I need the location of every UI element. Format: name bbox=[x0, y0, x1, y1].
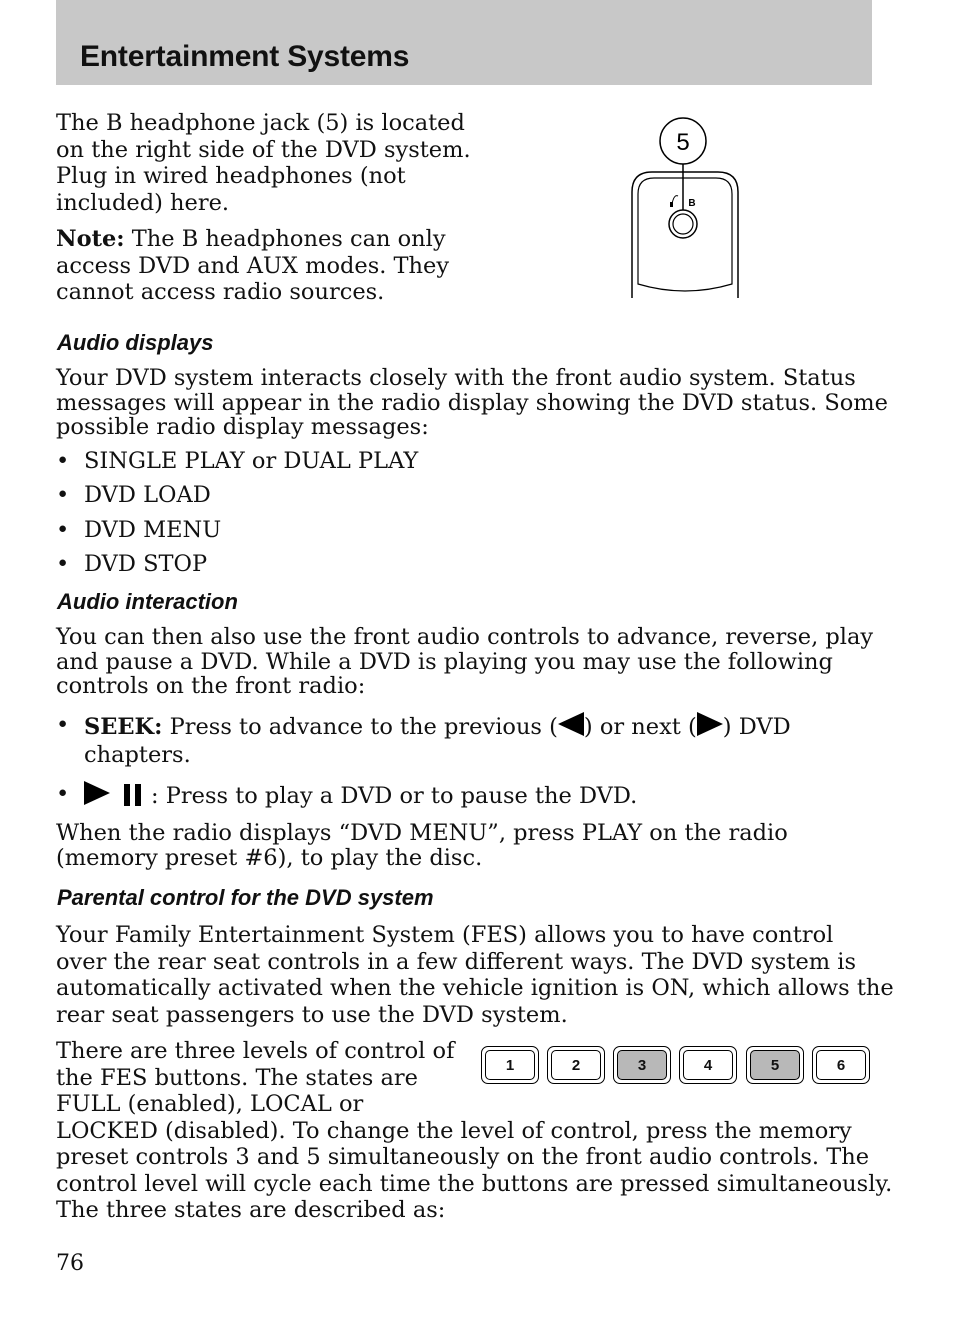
preset-button-6: 6 bbox=[812, 1046, 870, 1084]
section-header-bar bbox=[56, 0, 872, 85]
parental-paragraph: Your Family Entertainment System (FES) allows you to have control over the rear seat controls in a few different ways. The DVD system is automatically activated when the vehicle ignition is ON, which allows the rear seat passengers to use the DVD system. bbox=[56, 922, 894, 1028]
preset-button-3: 3 bbox=[613, 1046, 671, 1084]
audio-interaction-paragraph: You can then also use the front audio controls to advance, reverse, play and pause a DVD. While a DVD is playing you may use the following controls on the front radio: bbox=[56, 624, 874, 699]
preset-button-5: 5 bbox=[746, 1046, 804, 1084]
preset-button-1: 1 bbox=[481, 1046, 539, 1084]
heading-audio-displays: Audio displays bbox=[57, 330, 214, 355]
jack-label: B bbox=[688, 198, 696, 209]
audio-displays-paragraph: Your DVD system interacts closely with the front audio system. Status messages will appear in the radio display showing the DVD status. Some possible radio display messages: bbox=[56, 365, 888, 440]
callout-number: 5 bbox=[676, 129, 690, 156]
heading-audio-interaction: Audio interaction bbox=[57, 589, 238, 614]
preset-button-2: 2 bbox=[547, 1046, 605, 1084]
seek-next-icon bbox=[697, 712, 723, 736]
seek-label: SEEK: bbox=[84, 714, 163, 740]
headphone-icon bbox=[670, 196, 678, 207]
play-icon bbox=[84, 781, 110, 805]
note-paragraph: Note: The B headphones can only access DVD and AUX modes. They cannot access radio sources. bbox=[56, 226, 450, 305]
note-label: Note: bbox=[56, 226, 125, 252]
headphone-jack-figure bbox=[620, 112, 750, 302]
pause-icon bbox=[124, 783, 151, 809]
intro-paragraph: The B headphone jack (5) is located on the right side of the DVD system. Plug in wired headphones (not included) here. bbox=[56, 110, 471, 216]
section-title: Entertainment Systems bbox=[80, 40, 410, 73]
levels-paragraph: There are three levels of control of the FES buttons. The states are FULL (enabled), LOCAL or LOCKED (disabled). To change the level of control, press the memory preset controls 3 and 5 simultaneously on the front audio controls. The control level will cycle each time the buttons are pressed simultaneously. The three states are described as: bbox=[56, 1038, 893, 1223]
seek-previous-icon bbox=[558, 712, 584, 736]
dvd-menu-paragraph: When the radio displays “DVD MENU”, press PLAY on the radio (memory preset #6), to play the disc. bbox=[56, 820, 788, 871]
heading-parental-control: Parental control for the DVD system bbox=[57, 885, 434, 910]
preset-button-4: 4 bbox=[679, 1046, 737, 1084]
page-number: 76 bbox=[56, 1251, 84, 1276]
